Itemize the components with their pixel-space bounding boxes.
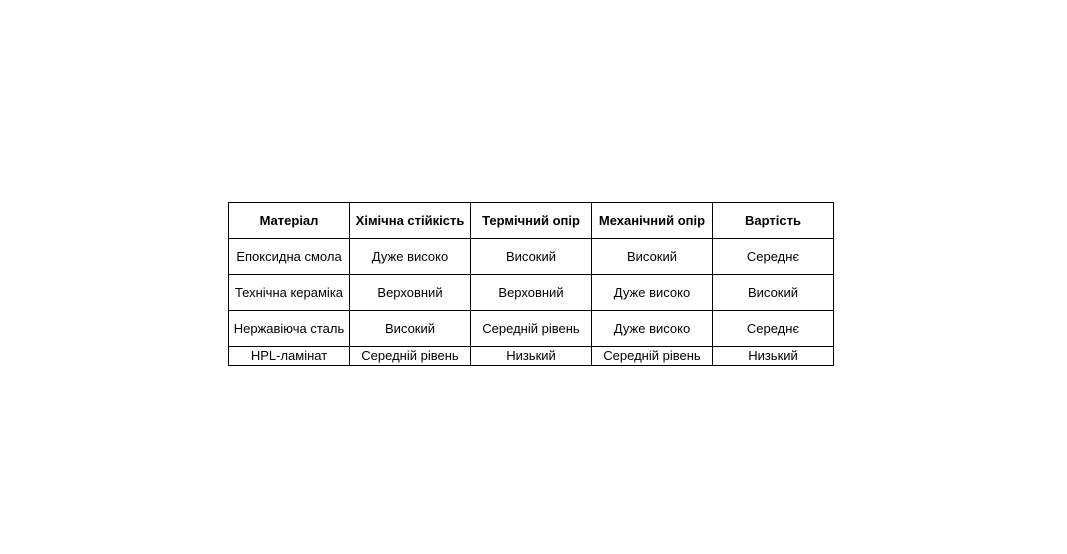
table-header-row (229, 203, 834, 239)
table-row (229, 275, 834, 311)
table-cell: Нержавіюча сталь (229, 311, 350, 347)
table-cell: Дуже високо (592, 311, 713, 347)
table-cell: Високий (350, 311, 471, 347)
table-cell: Середнє (713, 311, 834, 347)
table-cell: Високий (471, 239, 592, 275)
materials-comparison-table (228, 202, 834, 366)
table-cell: Низький (471, 347, 592, 366)
table-cell: HPL-ламінат (229, 347, 350, 366)
table-cell: Середній рівень (350, 347, 471, 366)
table-row (229, 311, 834, 347)
header-cost: Вартість (713, 203, 834, 239)
header-material: Матеріал (229, 203, 350, 239)
header-mechanical-resistance: Механічний опір (592, 203, 713, 239)
table-row (229, 239, 834, 275)
table-cell: Дуже високо (592, 275, 713, 311)
table-cell: Верховний (350, 275, 471, 311)
table-cell: Технічна кераміка (229, 275, 350, 311)
header-thermal-resistance: Термічний опір (471, 203, 592, 239)
table-cell: Епоксидна смола (229, 239, 350, 275)
table-cell: Низький (713, 347, 834, 366)
table-cell: Високий (713, 275, 834, 311)
table-cell: Верховний (471, 275, 592, 311)
table-cell: Середній рівень (592, 347, 713, 366)
table-cell: Високий (592, 239, 713, 275)
table-cell: Дуже високо (350, 239, 471, 275)
header-chemical-resistance: Хімічна стійкість (350, 203, 471, 239)
table-cell: Середній рівень (471, 311, 592, 347)
table-cell: Середнє (713, 239, 834, 275)
table-row (229, 347, 834, 366)
